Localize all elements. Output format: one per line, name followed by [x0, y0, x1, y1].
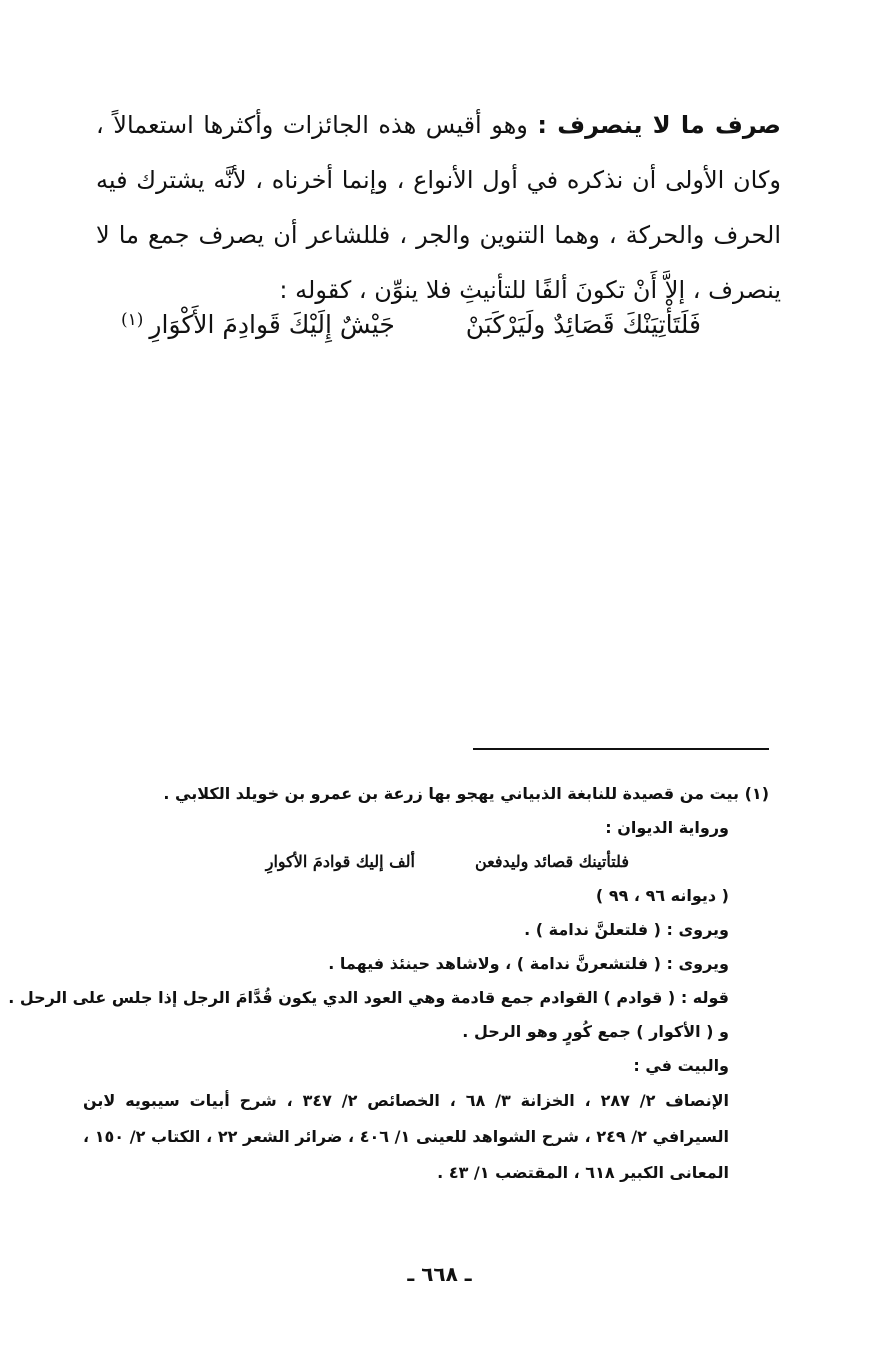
footnotes [8, 777, 769, 1191]
footnote-verse [83, 845, 769, 879]
footnote-citations: الإنصاف ٢/ ٢٨٧ ، الخزانة ٣/ ٦٨ ، الخصائص ٢/ ٣٤٧ ، شرح أبيات سيبويه لابن السيرافي ٢/ ٢٤٩ ، شرح الشواهد للعينى ١/ ٤٠٦ ، ضرائر الشعر ٢٢ ، الكتاب ٢/ ١٥٠ ، المعانى الكبير ٦١٨ ، المقتضب ١/ ٤٣ . [83, 1091, 729, 1182]
footnote-separator [473, 748, 769, 750]
footnote-line: ( ديوانه ٩٦ ، ٩٩ ) [595, 886, 729, 905]
verse-first-hemistich: فَلَتَأْتِيَنْكَ قَصَائِدٌ ولَيَرْكَبَنْ [465, 310, 701, 339]
footnote-line: قوله : ( قوادم ) القوادم جمع قادمة وهي العود الدي يكون قُدَّامَ الرجل إذا جلس على الرحل . [8, 988, 729, 1007]
poetry-verse [121, 310, 701, 339]
main-text [96, 98, 781, 318]
footnote-verse-first: فلتأتينك قصائد وليدفعن [474, 852, 629, 871]
section-heading: صرف ما لا ينصرف : [537, 111, 782, 139]
footnote-line: ويروى : ( فلتشعرنَّ ندامة ) ، ولاشاهد حينئذ فيهما . [328, 954, 729, 973]
footnote-line: والبيت في : [633, 1056, 729, 1075]
footnote-verse-second: ألف إليك قوادمَ الأكوارِ [265, 852, 415, 871]
footnote-line: و ( الأكوار ) جمع كُورٍ وهو الرحل . [462, 1022, 729, 1041]
verse-second-hemistich [121, 310, 395, 339]
main-paragraph [96, 98, 781, 318]
footnote-line: ورواية الديوان : [605, 818, 729, 837]
footnote-marker: (١) [121, 310, 144, 330]
footnote-line: ويروى : ( فلتعلنَّ ندامة ) . [524, 920, 729, 939]
page-number: ـ ٦٦٨ ـ [407, 1262, 472, 1286]
verse-second-text: جَيْشٌ إِلَيْكَ قَوادِمَ الأَكْوَارِ [149, 310, 395, 339]
paragraph-body: وهو أقيس هذه الجائزات وأكثرها استعمالاً ، وكان الأولى أن نذكره في أول الأنواع ، وإنما أخرناه ، لأنَّه يشترك فيه الحرف والحركة ، وهما التنوين والجر ، فللشاعر أن يصرف جمع ما لا ينصرف ، إلاَّ أَنْ تكونَ ألفًا للتأنيثِ فلا ينوِّن ، كقوله : [96, 111, 781, 304]
footnote-line: (١) بيت من قصيدة للنابغة الذبياني يهجو بها زرعة بن عمرو بن خويلد الكلابي . [163, 784, 769, 803]
